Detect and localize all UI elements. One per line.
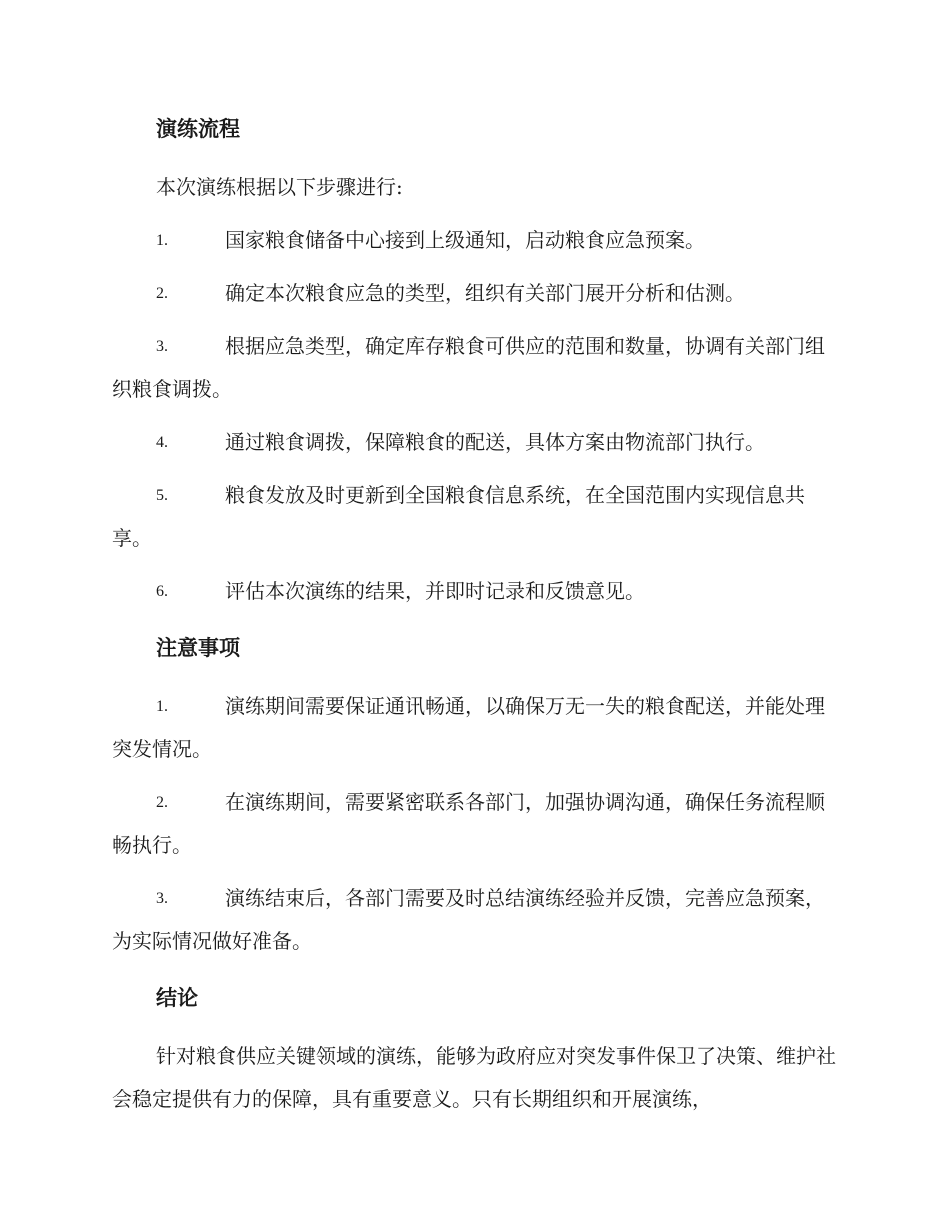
list-item-text: 通过粮食调拨，保障粮食的配送，具体方案由物流部门执行。	[225, 430, 765, 454]
document-page	[112, 106, 836, 1131]
list-item	[112, 685, 836, 771]
list-item-text: 演练期间需要保证通讯畅通，以确保万无一失的粮食配送，并能处理突发情况。	[112, 694, 825, 761]
section-heading-drill-process: 演练流程	[156, 117, 240, 141]
list-item-text: 国家粮食储备中心接到上级通知，启动粮食应急预案。	[225, 228, 705, 252]
list-number: 1.	[156, 232, 168, 249]
list-item	[112, 272, 836, 315]
list-item	[112, 421, 836, 464]
list-item-text: 评估本次演练的结果，并即时记录和反馈意见。	[225, 579, 645, 603]
list-item-text: 粮食发放及时更新到全国粮食信息系统，在全国范围内实现信息共享。	[112, 483, 805, 550]
conclusion-paragraph: 针对粮食供应关键领域的演练，能够为政府应对突发事件保卫了决策、维护社会稳定提供有力的保障，具有重要意义。只有长期组织和开展演练，	[112, 1044, 836, 1111]
list-number: 2.	[156, 794, 168, 811]
list-number: 6.	[156, 583, 168, 600]
list-item	[112, 219, 836, 262]
list-item-text: 在演练期间，需要紧密联系各部门，加强协调沟通，确保任务流程顺畅执行。	[112, 790, 825, 857]
list-item	[112, 570, 836, 613]
list-number: 3.	[156, 338, 168, 355]
list-item-text: 根据应急类型，确定库存粮食可供应的范围和数量，协调有关部门组织粮食调拨。	[112, 334, 825, 401]
list-item	[112, 877, 836, 963]
list-item-text: 确定本次粮食应急的类型，组织有关部门展开分析和估测。	[225, 281, 745, 305]
section-heading-notes: 注意事项	[156, 636, 240, 660]
list-number: 1.	[156, 698, 168, 715]
list-item	[112, 781, 836, 867]
section-divider	[112, 973, 836, 975]
list-number: 4.	[156, 434, 168, 451]
intro-paragraph: 本次演练根据以下步骤进行:	[156, 175, 403, 199]
list-number: 5.	[156, 487, 168, 504]
list-item	[112, 325, 836, 411]
section-heading-conclusion: 结论	[156, 986, 198, 1010]
list-item	[112, 474, 836, 560]
list-number: 2.	[156, 285, 168, 302]
list-item-text: 演练结束后，各部门需要及时总结演练经验并反馈，完善应急预案，为实际情况做好准备。	[112, 886, 825, 953]
section-divider	[112, 623, 836, 625]
list-number: 3.	[156, 890, 168, 907]
